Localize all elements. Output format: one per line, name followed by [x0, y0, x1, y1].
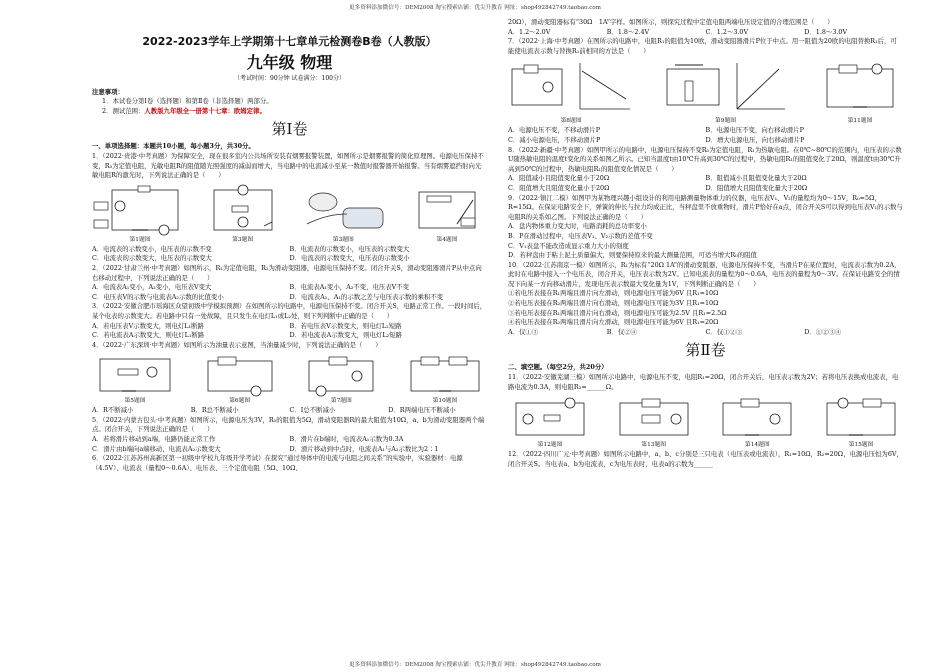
q7-option-c: C．减小电源电压，不移动滑片P [508, 135, 601, 144]
figure-q3b [297, 184, 389, 244]
exam-meta: （考试时间：90分钟 试卷满分：100分） [234, 75, 345, 82]
apparatus-diagram [297, 184, 389, 236]
fig-caption: 第3题图 [332, 236, 354, 243]
fig-caption: 第8题图 [560, 118, 582, 125]
q6-continued: 20Ω），滑动变阻器标有“30Ω 1A”字样。如图所示，则探究过程中定值电阻两端电压设定值的合理范围是（ ） [508, 18, 834, 26]
q10-stem: 10．（2022·江苏南京一模）如图所示，R₁为标有“20Ω 1A”的滑动变阻器，电源电压保持不变，当滑片P在某位置时，电流表示数为0.2A，此时在电路中接入一个电压表，闭合开关，电压表示数为2V。已知电流表的量程为0～0.6A，电压表的量程为0～3V。在保证电路安全的情况下向某一方向移动滑片，发现电压表示数最大变化量为1V，下列判断正确的是（ ） [508, 260, 901, 288]
q4-option-a: A．R不断减小 [92, 406, 134, 415]
q3-option-a: A．若电压表V示数变大，则电灯L₁断路 [92, 321, 204, 330]
circuit-diagram-q6 [200, 353, 280, 397]
q10-option-a: A．仅①③ [508, 327, 539, 336]
q1-option-b: B．电流表的示数变小，电压表的示数变大 [289, 244, 410, 253]
figure-q15 [819, 395, 903, 449]
figures-row-3 [508, 59, 903, 125]
q3-option-d: D．若电流表A示数变大，则电灯L₂短路 [289, 331, 402, 340]
figures-row-4 [508, 395, 903, 449]
part1-title: 第Ⅰ卷 [271, 120, 308, 139]
subject-title: 九年级 物理 [246, 53, 333, 72]
q8-option-d: D．阻值增大且阻值变化量大于20Ω [705, 183, 808, 192]
figure-q1 [92, 184, 188, 244]
q3-option-b: B．若电压表V示数变大，则电灯L₂短路 [289, 321, 402, 330]
figure-q5 [92, 353, 178, 405]
figure-q12 [508, 395, 592, 449]
q6-options [508, 28, 903, 38]
q5-stem: 5．（2022·内蒙古包头·中考真题）如图所示，电源电压为3V，R₀的阻值为5Ω，滑动变阻器R的最大阻值为10Ω，a、b为滑动变阻器两个端点。闭合开关，下列说法正确的是（ ） [92, 415, 485, 434]
footer-banner: 更多资料添加微信号：DEM2008 淘宝搜索店铺：优尖升教育 网址：shop492842749.taobao.com [349, 662, 601, 668]
right-column [508, 18, 903, 469]
q9-option-b: B．P在滑动过程中，电压表V₁、V₂示数的差值不变 [508, 231, 653, 240]
note-scope: 人教版九年级全一册第十七章：欧姆定律。 [144, 106, 266, 115]
q9-option-a: A．盘内物体重力变大时，电路消耗的总功率变小 [508, 222, 647, 231]
q2-option-c: C．电压表V的示数与电流表A₂示数的比值变小 [92, 292, 224, 301]
fig-caption: 第12题图 [537, 442, 563, 449]
circuit-diagram-q15 [819, 395, 903, 441]
fuel-gauge-diagram [407, 184, 487, 236]
q1-option-d: D．电流表的示数变大，电压表的示数变小 [289, 254, 410, 263]
circuit-diagram-q5 [92, 353, 178, 397]
fig-caption: 第15题图 [848, 442, 874, 449]
figure-q6 [200, 353, 280, 405]
q2-option-b: B．电流表A₁变小，A₂不变，电压表V不变 [289, 283, 410, 292]
q10-item-2: ②若电压表接在R₂两端且滑片向右滑动，则电源电压可能为3V 且R₁=10Ω [508, 299, 719, 308]
circuit-diagram-q7 [301, 353, 381, 397]
weighing-circuit-and-graph [663, 59, 789, 117]
q10-option-b: B．仅②④ [606, 327, 638, 336]
q3-option-c: C．若电流表A示数变大，则电灯L₁断路 [92, 331, 205, 340]
fig-caption: 第14题图 [744, 442, 770, 449]
q4-option-b: B．R总不断减小 [190, 406, 239, 415]
q10-option-c: C．仅①②③ [705, 327, 743, 336]
figure-q8 [508, 59, 634, 125]
fig-caption: 第7题图 [330, 398, 352, 405]
q7-option-a: A．电源电压不变，不移动滑片P [508, 126, 600, 135]
q8-option-a: A．阻值减小且阻值变化量小于20Ω [508, 174, 610, 183]
q2-option-a: A．电流表A₁变小，A₂变小，电压表V变大 [92, 283, 212, 292]
q5-option-a: A．若将滑片移动到a端，电路仍能正常工作 [92, 435, 216, 444]
q10-options [508, 328, 903, 338]
fig-caption: 第13题图 [641, 442, 667, 449]
figure-q13 [612, 395, 696, 449]
q10-item-4: ④若电压表接在R₂两端且滑片向左滑动，则电源电压可能为6V 且R₁=20Ω [508, 318, 719, 327]
q5-option-b: B．滑片在b端时，电流表A₁示数为0.3A [289, 435, 404, 444]
fig-caption: 第6题图 [229, 398, 251, 405]
q5-option-d: D．滑片移动到中点时，电流表A₁与A₂示数比为2∶1 [289, 444, 439, 453]
fig-caption: 第3题图 [232, 236, 254, 243]
q10-option-d: D．①②③④ [804, 327, 842, 336]
q7-options [508, 126, 903, 145]
q6-option-b: B．1.8～2.4V [606, 27, 650, 36]
q10-item-1: ①若电压表接在R₁两端且滑片向左滑动，则电源电压可能为6V 且R₁=10Ω [508, 289, 719, 298]
q1-option-a: A．电流表的示数变小，电压表的示数不变 [92, 244, 212, 253]
q8-stem: 8．（2022·新疆·中考真题）如图甲所示的电路中，电源电压保持不变R₀为定值电阻，R₁为热敏电阻。在0℃~80℃的范围内，电压表的示数U随热敏电阻的温度t变化的关系如图乙所示。已知当温度t由10℃升高到30℃的过程中，热敏电阻R₁的阻值变化了20Ω，则温度t由30℃升高到50℃的过程中，热敏电阻R₁的阻值变化情况是（ ） [508, 145, 902, 173]
circuit-diagram-q11 [817, 59, 903, 117]
note-2: 2．测试范围：人教版九年级全一册第十七章：欧姆定律。 [102, 106, 266, 115]
fig-caption: 第9题图 [714, 118, 737, 125]
header-banner: 更多资料添加微信号：DEM2008 淘宝搜索店铺：优尖升教育 网址：shop492842749.taobao.com [349, 5, 601, 11]
note-1: 1．本试卷分第Ⅰ卷（选择题）和第Ⅱ卷（非选择题）两部分。 [102, 97, 273, 106]
q7-stem: 7．（2022·上海·中考真题）在图所示的电路中，电阻R₁的阻值为10欧，滑动变阻器滑片P位于中点。用一阻值为20欧的电阻替换R₁后，可能使电流表示数与替换R₁前相同的方法是（ ） [508, 37, 897, 55]
q4-option-d: D．R两端电压不断减小 [388, 406, 456, 415]
fig-caption: 第1题图 [129, 236, 151, 243]
q1-stem: 1．（2022·贵港·中考真题）为保障安全，现在很多室内公共场所安装有烟雾报警装置，如图所示是烟雾报警的简化原理图。电源电压保持不变，R₀为定值电阻，光敏电阻R的阻值随光照强度的减弱而增大，当电路中的电流减小至某一数值时报警器开始报警。当有烟雾遮挡射向光敏电阻R的激光时，下列说法正确的是（ ） [92, 151, 484, 180]
q6-stem: 6．（2022·江苏苏州高新区第一初级中学校九年级开学考试）在探究“通过导体中的电流与电阻之间关系”的实验中，实验器材：电源（4.5V）、电流表（量程0～0.6A）、电压表、三个定值电阻（5Ω、10Ω、 [92, 454, 463, 472]
q3-options [92, 322, 487, 341]
q6-option-a: A．1.2～2.0V [508, 27, 551, 36]
q7-option-b: B．电源电压不变，向右移动滑片P [705, 126, 804, 135]
part2-title: 第Ⅱ卷 [685, 341, 726, 360]
q1-option-c: C．电流表的示数变大，电压表的示数变大 [92, 254, 212, 263]
q5-options [92, 435, 487, 454]
q3-stem: 3．（2022·安徽合肥市瑶海区众望初级中学模拟预测）在如图所示的电路中，电源电压保持不变。闭合开关S，电路正常工作。一段时间后，某个电表的示数变大。若电路中只有一处故障，且只发生在电灯L₁或L₂处，则下列判断中正确的是（ ） [92, 302, 487, 320]
q9-option-d: D．若秤盘由于粘上泥土质量偏大，则要保持原来的最大测量范围，可适当增大R₀的阻值 [508, 251, 757, 260]
q8-options [508, 174, 903, 193]
q8-option-b: B．阻值减小且阻值变化量大于20Ω [705, 174, 807, 183]
q11-stem: 11．（2022·安徽芜湖三模）如图所示电路中，电源电压不变，电阻R₁=20Ω，闭合开关后，电压表示数为2V；若将电压表换成电流表，电路电流为0.3A，则电阻R₂=______Ω。 [508, 373, 899, 391]
notes-title: 注意事项： [92, 87, 124, 96]
q10-item-3: ③若电压表接在R₁两端且滑片向右滑动，则电源电压可能为2.5V 且R₁=2.5Ω [508, 308, 727, 317]
lamp-circuit-diagram [206, 184, 280, 236]
q12-stem: 12．（2022·四川广元·中考真题）如图所示电路中，a、b、c分别是三只电表（电压表或电流表），R₁=10Ω，R₂=20Ω，电源电压恒为6V，闭合开关S。当电表a、b为电流表，c为电压表时，电表a的示数为______ [508, 450, 903, 468]
section1-title: 一、单项选择题：本题共10小题，每小题3分，共30分。 [92, 142, 255, 151]
figure-q4 [407, 184, 487, 244]
q6-option-c: C．1.2～3.0V [705, 27, 749, 36]
q5-option-c: C．滑片由b端向a端移动，电流表A₂示数变大 [92, 444, 221, 453]
fig-caption: 第4题图 [436, 236, 458, 243]
q7-option-d: D．增大电源电压，向右移动滑片P [705, 135, 805, 144]
figure-q14 [715, 395, 799, 449]
section2-title: 二、填空题。（每空2分，共20分） [508, 363, 608, 372]
q2-stem: 2．（2022·甘肃兰州·中考真题）如图所示，R₁为定值电阻，R₂为滑动变阻器，电源电压保持不变。闭合开关S，滑动变阻器滑片P从中点向右移动过程中，下列说法正确的是（ ） [92, 263, 482, 282]
q9-stem: 9．（2022·镇江二模）如图甲为某物理兴趣小组设计的利用电路测量物体重力的仪器，电压表V₁、V₂的量程均为0～15V，R₀=5Ω，R=15Ω。在保证电路安全下，弹簧的伸长与拉力均成正比，当秤盘里不放重物时，滑片P恰好在a点，闭合开关S可以得到电压表V₁的示数与电阻R的关系如乙图。下列说法正确的是（ ） [508, 193, 903, 221]
q2-options [92, 283, 487, 302]
q4-option-c: C．I总不断减小 [289, 406, 336, 415]
alarm-circuit-diagram [92, 184, 188, 236]
left-column [92, 18, 487, 473]
circuit-diagram-q12 [508, 395, 592, 441]
circuit-diagram-q10 [403, 353, 487, 397]
figure-q7 [301, 353, 381, 405]
figure-q9 [663, 59, 789, 125]
thermistor-circuit-and-graph [508, 59, 634, 117]
q9-option-c: C．V₁表盘不能改造成显示重力大小的刻度 [508, 241, 629, 250]
q1-options [92, 245, 487, 264]
figure-q10 [403, 353, 487, 405]
q6-option-d: D．1.8～3.0V [804, 27, 848, 36]
fig-caption: 第5题图 [124, 398, 146, 405]
circuit-diagram-q13 [612, 395, 696, 441]
fig-caption: 第11题图 [847, 118, 873, 125]
figures-row-2 [92, 353, 487, 405]
q4-stem: 4．（2022·广东深圳·中考真题）如图所示为油量表示意图，当油量减少时，下列说法正确的是（ ） [92, 340, 382, 349]
figures-row-1 [92, 184, 487, 244]
q8-option-c: C．阻值增大且阻值变化量小于20Ω [508, 183, 610, 192]
q2-option-d: D．电流表A₂、A₁的示数之差与电压表示数的乘积不变 [289, 292, 444, 301]
figure-q11 [817, 59, 903, 125]
exam-title: 2022-2023学年上学期第十七章单元检测卷B卷（人教版） [142, 35, 437, 48]
fig-caption: 第10题图 [432, 398, 458, 405]
q4-options [92, 406, 487, 416]
circuit-diagram-q14 [715, 395, 799, 441]
figure-q3 [206, 184, 280, 244]
